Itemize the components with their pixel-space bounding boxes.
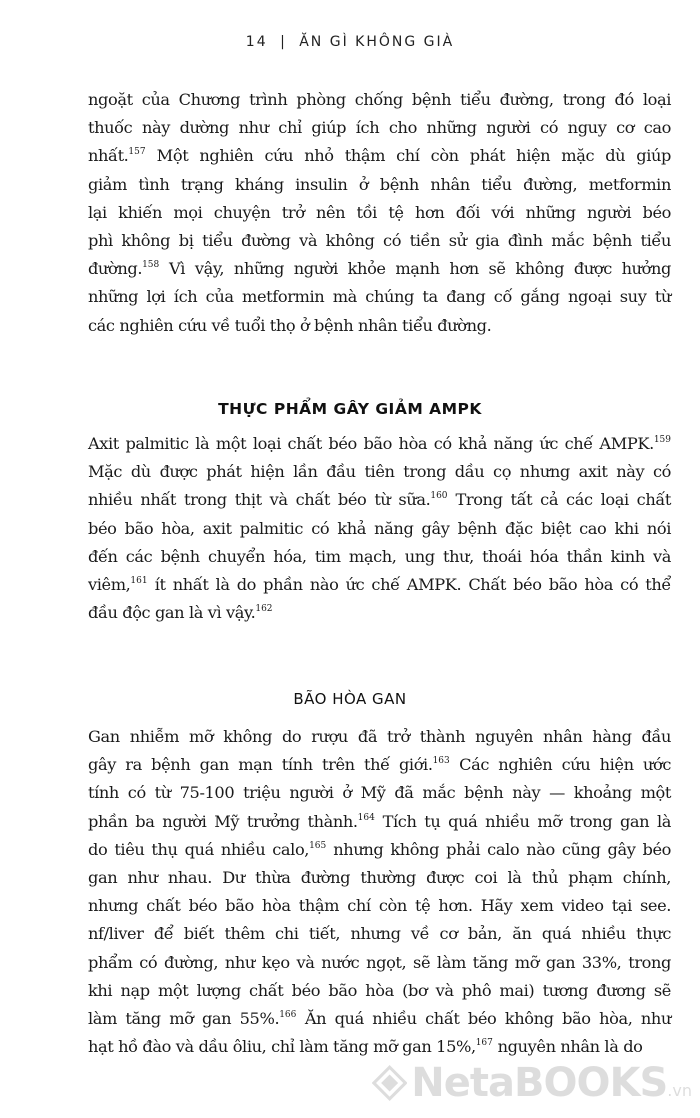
- footnote-ref: 163: [432, 756, 450, 767]
- footnote-ref: 157: [128, 147, 146, 158]
- text-line: [88, 458, 671, 486]
- section-heading-ampk: THỰC PHẨM GÂY GIẢM AMPK: [218, 400, 482, 418]
- text-line: [88, 920, 671, 948]
- paragraph-metformin: [88, 86, 671, 340]
- text-run: Vì vậy, những người khỏe mạnh hơn sẽ không được hưởng: [159, 259, 671, 279]
- text-run: phần ba người Mỹ trưởng thành.: [88, 811, 358, 831]
- footnote-ref: 166: [279, 1010, 297, 1021]
- text-line: [88, 486, 671, 514]
- text-run: đầu độc gan là vì vậy.: [88, 603, 256, 623]
- text-line: [88, 779, 671, 807]
- text-run: Các nghiên cứu hiện ước: [449, 755, 671, 775]
- paragraph-palmitic-acid: [88, 430, 671, 627]
- text-line: [88, 543, 671, 571]
- text-line: [88, 227, 671, 255]
- text-run: Mặc dù được phát hiện lần đầu tiên trong dầu cọ nhưng axit này có: [88, 462, 671, 482]
- footnote-ref: 161: [130, 576, 148, 587]
- text-run: viêm,: [88, 575, 131, 595]
- text-run: khi nạp một lượng chất béo bão hòa (bơ và phô mai) tương đương sẽ: [88, 980, 671, 1000]
- text-run: Trong tất cả các loại chất: [447, 490, 671, 510]
- text-run: Một nghiên cứu nhỏ thậm chí còn phát hiện mặc dù giúp: [145, 146, 671, 166]
- paragraph-fatty-liver: [88, 723, 671, 1061]
- text-run: Axit palmitic là một loại chất béo bão hòa có khả năng ức chế AMPK.: [88, 434, 654, 453]
- text-line: [88, 171, 671, 199]
- header-separator: |: [280, 34, 287, 50]
- text-run: nhiều nhất trong thịt và chất béo từ sữa.: [88, 490, 431, 510]
- text-line: [88, 751, 671, 779]
- text-run: Gan nhiễm mỡ không do rượu đã trở thành nguyên nhân hàng đầu: [88, 727, 671, 746]
- text-line: [88, 977, 671, 1005]
- watermark-suffix: .vn: [667, 1081, 692, 1100]
- text-run: phẩm có đường, như kẹo và nước ngọt, sẽ làm tăng mỡ gan 33%, trong: [88, 952, 671, 972]
- text-line: [88, 1033, 671, 1061]
- text-line: [88, 114, 671, 142]
- text-line: [88, 430, 671, 458]
- text-run: Ăn quá nhiều chất béo không bão hòa, như: [296, 1009, 671, 1029]
- text-line: [88, 599, 671, 627]
- text-line: [88, 571, 671, 599]
- netabooks-logo-icon: [372, 1054, 407, 1112]
- text-line: [88, 86, 671, 114]
- text-run: nhưng không phải calo nào cũng gây béo: [326, 839, 671, 859]
- footnote-ref: 165: [309, 840, 327, 851]
- page-number: 14: [245, 34, 268, 50]
- section-heading-liver: BÃO HÒA GAN: [293, 690, 407, 708]
- footnote-ref: 158: [142, 260, 160, 271]
- text-run: tính có từ 75-100 triệu người ở Mỹ đã mắc bệnh này — khoảng một: [88, 783, 671, 803]
- text-run: béo bão hòa, axit palmitic có khả năng gây bệnh đặc biệt cao khi nói: [88, 518, 671, 538]
- text-run: gan như nhau. Dư thừa đường thường được coi là thủ phạm chính,: [88, 868, 671, 888]
- text-run: lại khiến mọi chuyện trở nên tồi tệ hơn đối với những người béo: [88, 202, 671, 222]
- text-run: ít nhất là do phần nào ức chế AMPK. Chất béo bão hòa có thể: [147, 575, 671, 595]
- text-run: đường.: [88, 259, 143, 279]
- text-line: [88, 723, 671, 751]
- text-line: [88, 283, 671, 311]
- text-run: nf/liver để biết thêm chi tiết, nhưng về cơ bản, ăn quá nhiều thực: [88, 924, 671, 944]
- text-run: ngoặt của Chương trình phòng chống bệnh tiểu đường, trong đó loại: [88, 90, 671, 109]
- text-run: các nghiên cứu về tuổi thọ ở bệnh nhân tiểu đường.: [88, 315, 492, 335]
- text-run: Tích tụ quá nhiều mỡ trong gan là: [374, 811, 672, 831]
- text-run: những lợi ích của metformin mà chúng ta đang cố gắng ngoại suy từ: [88, 287, 671, 307]
- text-line: [88, 949, 671, 977]
- book-title: ĂN GÌ KHÔNG GIÀ: [299, 34, 455, 50]
- footnote-ref: 159: [653, 435, 671, 445]
- text-run: hạt hồ đào và dầu ôliu, chỉ làm tăng mỡ gan 15%,: [88, 1037, 476, 1057]
- text-line: [88, 199, 671, 227]
- text-line: [88, 864, 671, 892]
- watermark-brand: NetaBOOKS: [411, 1060, 668, 1106]
- text-run: nhưng chất béo bão hòa thậm chí còn tệ hơn. Hãy xem video tại see.: [88, 896, 671, 916]
- text-run: gây ra bệnh gan mạn tính trên thế giới.: [88, 755, 433, 775]
- text-line: [88, 836, 671, 864]
- text-line: [88, 808, 671, 836]
- text-line: [88, 312, 671, 340]
- text-run: do tiêu thụ quá nhiều calo,: [88, 839, 310, 859]
- running-header: [0, 34, 700, 50]
- footnote-ref: 167: [475, 1038, 493, 1049]
- text-run: nhất.: [88, 146, 129, 166]
- text-run: làm tăng mỡ gan 55%.: [88, 1009, 280, 1029]
- text-line: [88, 255, 671, 283]
- text-run: đến các bệnh chuyển hóa, tim mạch, ung thư, thoái hóa thần kinh và: [88, 546, 671, 566]
- footnote-ref: 164: [357, 812, 375, 823]
- footnote-ref: 160: [430, 491, 448, 502]
- text-run: giảm tình trạng kháng insulin ở bệnh nhân tiểu đường, metformin: [88, 174, 671, 194]
- text-run: thuốc này dường như chỉ giúp ích cho những người có nguy cơ cao: [88, 118, 671, 138]
- text-line: [88, 1005, 671, 1033]
- text-run: nguyên nhân là do: [492, 1037, 643, 1057]
- footnote-ref: 162: [255, 604, 273, 615]
- text-line: [88, 515, 671, 543]
- text-run: phì không bị tiểu đường và không có tiền sử gia đình mắc bệnh tiểu: [88, 231, 671, 251]
- text-line: [88, 892, 671, 920]
- text-line: [88, 142, 671, 170]
